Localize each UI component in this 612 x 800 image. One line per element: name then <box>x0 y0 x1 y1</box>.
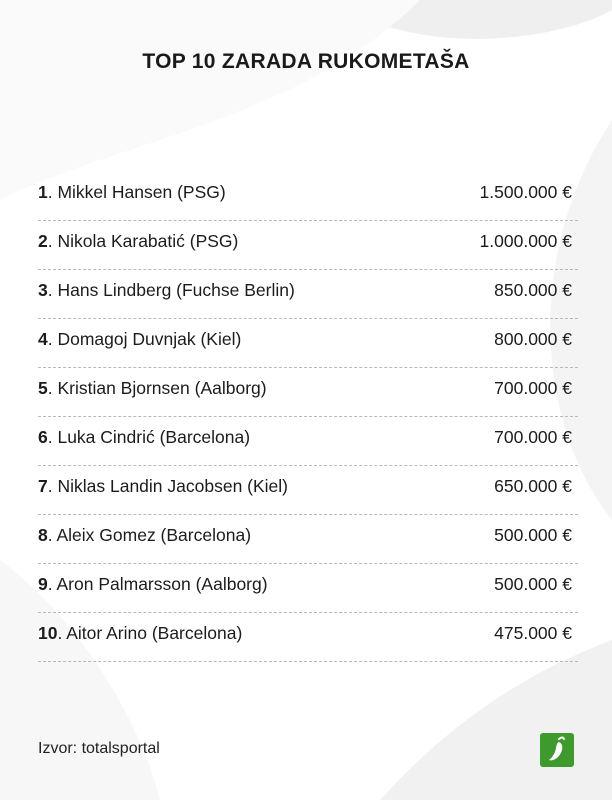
salary-amount: 700.000 € <box>494 378 572 398</box>
ranking-row: 9. Aron Palmarsson (Aalborg) 500.000 € <box>38 564 578 613</box>
salary-amount: 500.000 € <box>494 574 572 594</box>
ranking-row: 1. Mikkel Hansen (PSG) 1.500.000 € <box>38 172 578 221</box>
ranking-list <box>38 172 578 662</box>
player-name: Aitor Arino (Barcelona) <box>66 623 243 643</box>
ranking-row: 6. Luka Cindrić (Barcelona) 700.000 € <box>38 417 578 466</box>
ranking-row: 8. Aleix Gomez (Barcelona) 500.000 € <box>38 515 578 564</box>
rank-number: 4 <box>38 329 48 349</box>
player-name: Aleix Gomez (Barcelona) <box>56 525 252 545</box>
ranking-row: 3. Hans Lindberg (Fuchse Berlin) 850.000 € <box>38 270 578 319</box>
player-name: Niklas Landin Jacobsen (Kiel) <box>57 476 289 496</box>
rank-number: 1 <box>38 182 48 202</box>
player-name: Kristian Bjornsen (Aalborg) <box>57 378 267 398</box>
salary-amount: 850.000 € <box>494 280 572 300</box>
salary-amount: 475.000 € <box>494 623 572 643</box>
ranking-row: 4. Domagoj Duvnjak (Kiel) 800.000 € <box>38 319 578 368</box>
salary-amount: 500.000 € <box>494 525 572 545</box>
rank-number: 8 <box>38 525 48 545</box>
player-name: Mikkel Hansen (PSG) <box>57 182 226 202</box>
ranking-row: 5. Kristian Bjornsen (Aalborg) 700.000 € <box>38 368 578 417</box>
salary-amount: 700.000 € <box>494 427 572 447</box>
player-name: Nikola Karabatić (PSG) <box>57 231 239 251</box>
player-name: Domagoj Duvnjak (Kiel) <box>57 329 242 349</box>
rank-number: 9 <box>38 574 48 594</box>
page-title: TOP 10 ZARADA RUKOMETAŠA <box>142 50 470 73</box>
rank-number: 7 <box>38 476 48 496</box>
ranking-row: 2. Nikola Karabatić (PSG) 1.000.000 € <box>38 221 578 270</box>
salary-amount: 650.000 € <box>494 476 572 496</box>
brand-logo <box>540 733 574 767</box>
rank-number: 3 <box>38 280 48 300</box>
chili-pepper-icon <box>540 733 574 767</box>
salary-amount: 1.500.000 € <box>479 182 572 202</box>
salary-amount: 1.000.000 € <box>479 231 572 251</box>
rank-number: 10 <box>38 623 58 643</box>
player-name: Hans Lindberg (Fuchse Berlin) <box>57 280 295 300</box>
source-credit: Izvor: totalsportal <box>38 740 160 757</box>
rank-number: 5 <box>38 378 48 398</box>
rank-number: 2 <box>38 231 48 251</box>
salary-amount: 800.000 € <box>494 329 572 349</box>
player-name: Luka Cindrić (Barcelona) <box>57 427 251 447</box>
ranking-row: 7. Niklas Landin Jacobsen (Kiel) 650.000 € <box>38 466 578 515</box>
player-name: Aron Palmarsson (Aalborg) <box>56 574 268 594</box>
ranking-row: 10. Aitor Arino (Barcelona) 475.000 € <box>38 613 578 662</box>
rank-number: 6 <box>38 427 48 447</box>
